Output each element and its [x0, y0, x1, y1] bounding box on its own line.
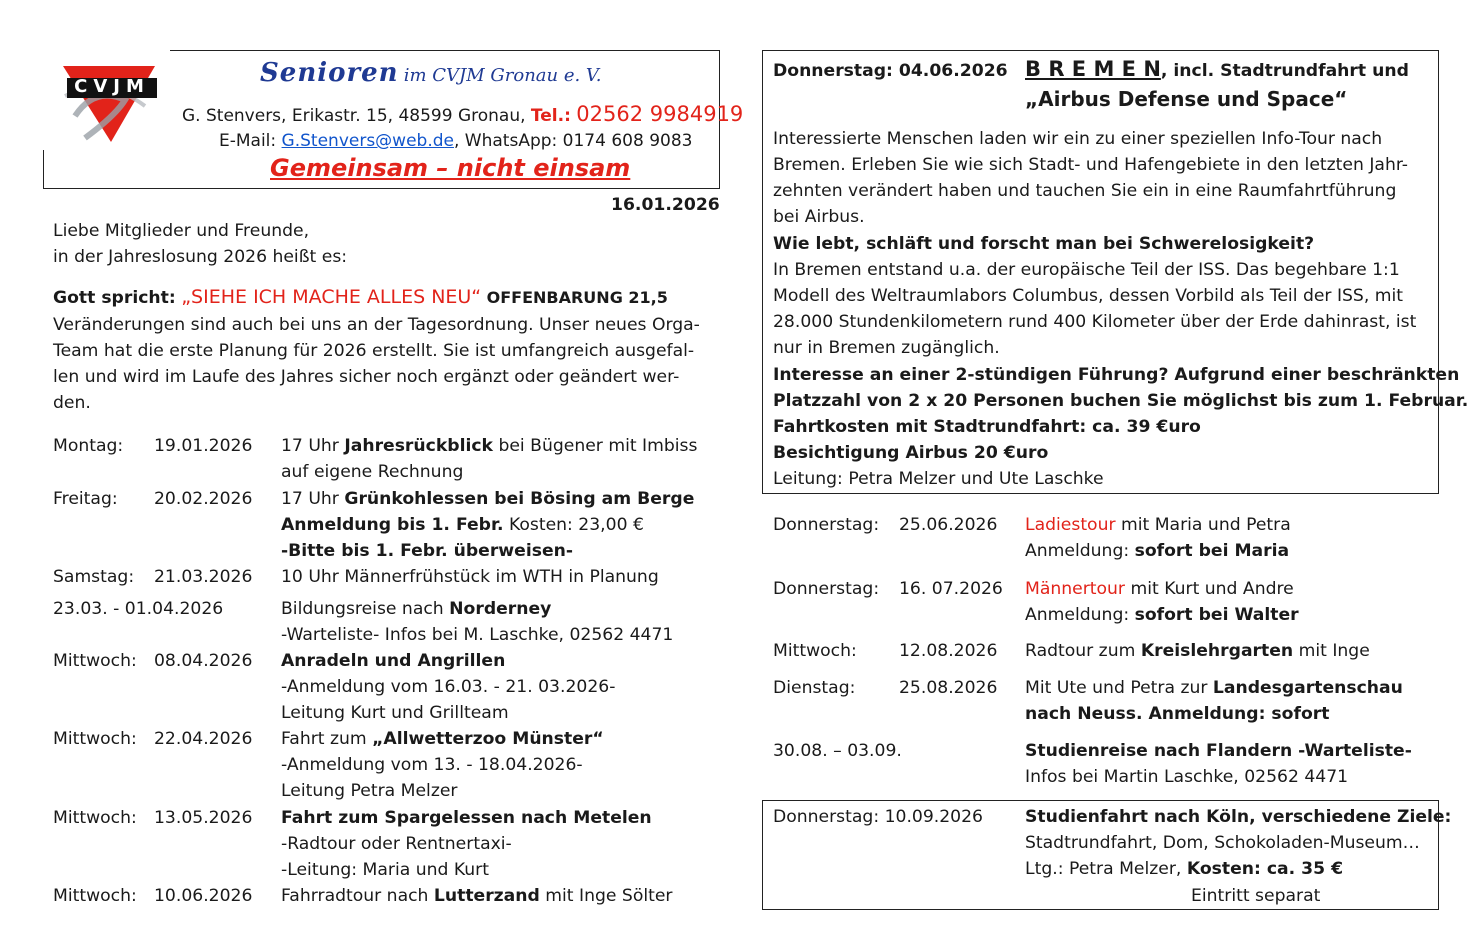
event-desc-line: [281, 512, 644, 538]
event-date: 25.06.2026: [899, 515, 998, 535]
bible-ref: OFFENBARUNG 21,5: [486, 288, 668, 307]
event-desc: Studienreise nach Flandern -Warteliste-: [1025, 741, 1412, 761]
event-desc: [281, 726, 604, 752]
event-day: Mittwoch:: [773, 641, 857, 661]
text: mit Maria und Petra: [1115, 515, 1291, 535]
event-day: Mittwoch:: [53, 651, 137, 671]
intro-para-3: len und wird im Laufe des Jahres sicher noch ergänzt oder geändert wer-: [53, 367, 680, 387]
bremen-title-rest: , incl. Stadtrundfahrt und: [1160, 61, 1409, 81]
event-desc-line: nach Neuss. Anmeldung: sofort: [1025, 704, 1330, 724]
event-desc-line: -Leitung: Maria und Kurt: [281, 860, 489, 880]
text: bei Bügener mit Imbiss: [492, 436, 698, 456]
jahreslosung: [53, 284, 668, 311]
event-desc-line: Infos bei Martin Laschke, 02562 4471: [1025, 767, 1349, 787]
koeln-line2: Stadtrundfahrt, Dom, Schokoladen-Museum…: [1025, 833, 1420, 853]
event-desc: [281, 433, 697, 459]
text-bold: sofort bei Maria: [1134, 541, 1290, 561]
header-contact-line: [219, 128, 692, 154]
text: mit Kurt und Andre: [1125, 579, 1294, 599]
event-desc: [281, 596, 551, 622]
text: Anmeldung:: [1025, 605, 1135, 625]
bremen-p1-4: bei Airbus.: [773, 207, 865, 227]
email-label: E-Mail:: [219, 131, 277, 151]
bremen-p1-3: zehnten verändert haben und tauchen Sie ein in eine Raumfahrtführung: [773, 181, 1397, 201]
event-date: 19.01.2026: [154, 436, 253, 456]
text: mit Inge Sölter: [539, 886, 673, 906]
bremen-bold-4: Besichtigung Airbus 20 €uro: [773, 443, 1049, 463]
bremen-p2-4: nur in Bremen zugänglich.: [773, 338, 1000, 358]
event-desc-line: Leitung Petra Melzer: [281, 781, 458, 801]
event-date: 08.04.2026: [154, 651, 253, 671]
text-bold: Norderney: [449, 599, 552, 619]
intro-para-1: Veränderungen sind auch bei uns an der Tagesordnung. Unser neues Orga-: [53, 315, 700, 335]
text: 17 Uhr: [281, 489, 345, 509]
koeln-line1: Studienfahrt nach Köln, verschiedene Ziele:: [1025, 807, 1452, 827]
text-bold: „Allwetterzoo Münster“: [372, 729, 604, 749]
logo-text: CVJM: [74, 76, 150, 97]
cvjm-logo: [55, 56, 165, 146]
bremen-p2-1: In Bremen entstand u.a. der europäische Teil der ISS. Das begehbare 1:1: [773, 260, 1400, 280]
header-border-top: [170, 50, 720, 51]
event-desc: [281, 486, 694, 512]
event-desc: [1025, 576, 1294, 602]
bremen-bold-3: Fahrtkosten mit Stadtrundfahrt: ca. 39 €uro: [773, 417, 1201, 437]
text: Ltg.: Petra Melzer,: [1025, 859, 1187, 879]
intro-para-2: Team hat die erste Planung für 2026 erstellt. Sie ist umfangreich ausgefal-: [53, 341, 695, 361]
bremen-title: [1025, 56, 1409, 84]
bremen-p1-1: Interessierte Menschen laden wir ein zu einer speziellen Info-Tour nach: [773, 129, 1383, 149]
bremen-bold-2: Platzzahl von 2 x 20 Personen buchen Sie möglichst bis zum 1. Februar.: [773, 391, 1469, 411]
quote: „SIEHE ICH MACHE ALLES NEU“: [181, 286, 482, 308]
event-date: 20.02.2026: [154, 489, 253, 509]
event-date: 21.03.2026: [154, 567, 253, 587]
text-red: Männertour: [1025, 579, 1126, 599]
email-link[interactable]: G.Stenvers@web.de: [281, 131, 454, 151]
bremen-date: Donnerstag: 04.06.2026: [773, 61, 1008, 81]
tel-number: 02562 9984919: [576, 102, 744, 126]
text-bold: Landesgartenschau: [1212, 678, 1403, 698]
text: Mit Ute und Petra zur: [1025, 678, 1213, 698]
header-border-left: [43, 150, 44, 188]
event-date: 13.05.2026: [154, 808, 253, 828]
motto: Gemeinsam – nicht einsam: [270, 154, 631, 182]
event-date: 25.08.2026: [899, 678, 998, 698]
event-desc: [1025, 675, 1403, 701]
event-day: Samstag:: [53, 567, 135, 587]
bremen-subtitle: „Airbus Defense und Space“: [1025, 87, 1348, 111]
bremen-question: Wie lebt, schläft und forscht man bei Schwerelosigkeit?: [773, 234, 1315, 254]
event-desc: [1025, 512, 1291, 538]
event-desc-line: [1025, 602, 1299, 628]
title-senioren: Senioren: [260, 58, 399, 88]
event-date: 23.03. - 01.04.2026: [53, 599, 224, 619]
bremen-p2-2: Modell des Weltraumlabors Columbus, dessen Vorbild als Teil der ISS, mit: [773, 286, 1404, 306]
event-desc-line: -Radtour oder Rentnertaxi-: [281, 834, 512, 854]
event-day: Mittwoch:: [53, 808, 137, 828]
greeting: Liebe Mitglieder und Freunde,: [53, 221, 310, 241]
event-date: 22.04.2026: [154, 729, 253, 749]
text: mit Inge: [1293, 641, 1370, 661]
text-bold: Kreislehrgarten: [1140, 641, 1294, 661]
bremen-p2-3: 28.000 Stundenkilometern rund 400 Kilometer über der Erde dahinrast, ist: [773, 312, 1417, 332]
event-day: Donnerstag:: [773, 579, 880, 599]
event-date: 16. 07.2026: [899, 579, 1003, 599]
event-desc: [1025, 638, 1370, 664]
event-day: Dienstag:: [773, 678, 856, 698]
event-desc: 10 Uhr Männerfrühstück im WTH in Planung: [281, 567, 659, 587]
tel-label: Tel.:: [530, 106, 571, 126]
event-desc: [281, 883, 673, 909]
event-day: Freitag:: [53, 489, 118, 509]
intro-para-4: den.: [53, 393, 91, 413]
header-title: [260, 58, 602, 88]
event-desc: Fahrt zum Spargelessen nach Metelen: [281, 808, 652, 828]
text: Fahrt zum: [281, 729, 373, 749]
text-red: Ladiestour: [1025, 515, 1116, 535]
event-desc-line: -Warteliste- Infos bei M. Laschke, 02562 4471: [281, 625, 674, 645]
text-bold: Lutterzand: [433, 886, 540, 906]
event-day: Mittwoch:: [53, 729, 137, 749]
header-address-line: [182, 101, 743, 129]
event-day: Donnerstag:: [773, 515, 880, 535]
text-bold: Grünkohlessen bei Bösing am Berge: [344, 489, 695, 509]
text: Anmeldung:: [1025, 541, 1135, 561]
text-bold: Kosten: ca. 35 €: [1186, 859, 1344, 879]
event-date: 12.08.2026: [899, 641, 998, 661]
event-desc-line: -Anmeldung vom 16.03. - 21. 03.2026-: [281, 677, 616, 697]
event-desc-line: Leitung Kurt und Grillteam: [281, 703, 509, 723]
text: Fahrradtour nach: [281, 886, 434, 906]
event-date: 10.06.2026: [154, 886, 253, 906]
event-desc-line: -Bitte bis 1. Febr. überweisen-: [281, 541, 573, 561]
text: 17 Uhr: [281, 436, 345, 456]
gott-label: Gott spricht:: [53, 288, 176, 308]
intro-line2: in der Jahreslosung 2026 heißt es:: [53, 247, 348, 267]
text: Kosten: 23,00 €: [503, 515, 644, 535]
title-org: im CVJM Gronau e. V.: [403, 65, 602, 86]
event-desc-line: auf eigene Rechnung: [281, 462, 464, 482]
event-desc-line: -Anmeldung vom 13. - 18.04.2026-: [281, 755, 583, 775]
koeln-line4: Eintritt separat: [1191, 886, 1321, 906]
address: G. Stenvers, Erikastr. 15, 48599 Gronau,: [182, 106, 526, 126]
bremen-leitung: Leitung: Petra Melzer und Ute Laschke: [773, 469, 1104, 489]
event-date: 30.08. – 03.09.: [773, 741, 902, 761]
text-bold: sofort bei Walter: [1134, 605, 1299, 625]
bremen-p1-2: Bremen. Erleben Sie wie sich Stadt- und Hafengebiete in den letzten Jahr-: [773, 155, 1409, 175]
bremen-bold-1: Interesse an einer 2-stündigen Führung? Aufgrund einer beschränkten: [773, 365, 1460, 385]
koeln-line3: [1025, 856, 1343, 882]
whatsapp: , WhatsApp: 0174 608 9083: [454, 131, 693, 151]
header-date: 16.01.2026: [611, 195, 720, 215]
text-bold: Anmeldung bis 1. Febr.: [281, 515, 504, 535]
event-desc: Anradeln und Angrillen: [281, 651, 506, 671]
event-day: Montag:: [53, 436, 124, 456]
text: Bildungsreise nach: [281, 599, 450, 619]
text: Radtour zum: [1025, 641, 1141, 661]
event-day: Mittwoch:: [53, 886, 137, 906]
koeln-date: Donnerstag: 10.09.2026: [773, 807, 983, 827]
header-border-bottom: [43, 188, 720, 189]
event-desc-line: [1025, 538, 1289, 564]
text-bold: Jahresrückblick: [344, 436, 493, 456]
bremen-title-main: B R E M E N: [1025, 57, 1161, 81]
